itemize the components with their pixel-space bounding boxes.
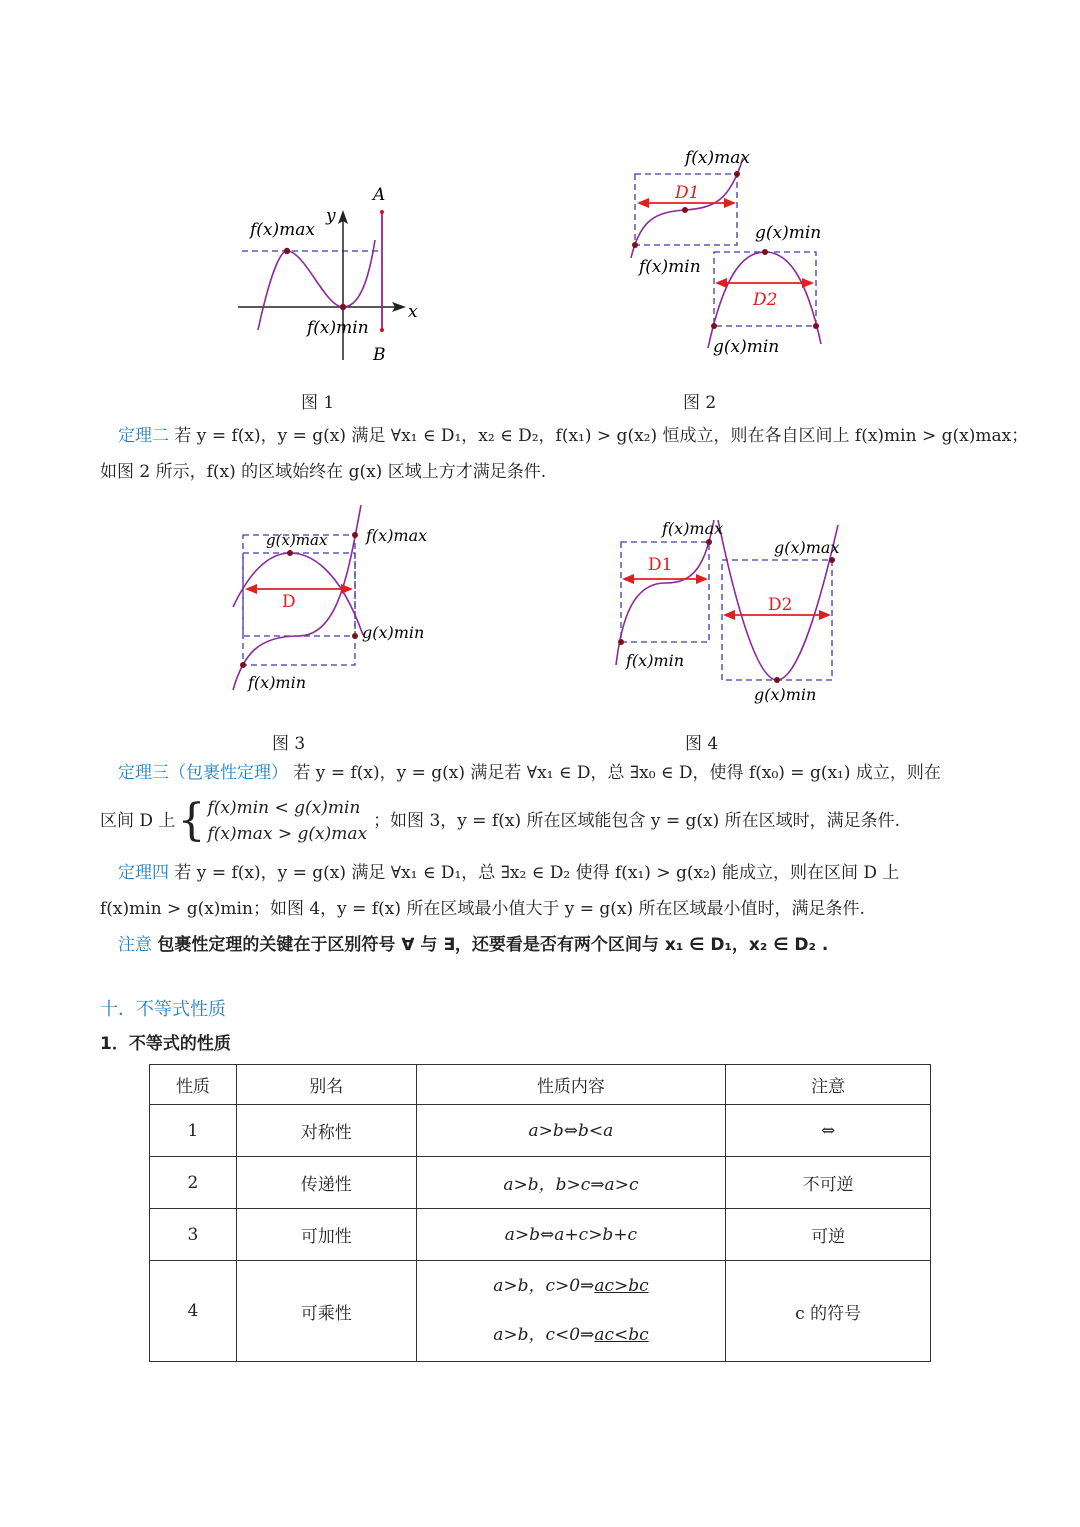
cell-alias: 可乘性 bbox=[236, 1261, 416, 1362]
content-pre-2: a>b，c<0⇒ bbox=[493, 1325, 595, 1345]
f-curve bbox=[258, 240, 375, 330]
fig2-gmin-top-label: g(x)min bbox=[755, 223, 822, 243]
g-min-point bbox=[352, 633, 358, 639]
figure-3-caption: 图 3 bbox=[272, 734, 306, 754]
brace: { bbox=[177, 795, 206, 846]
figure-4-caption: 图 4 bbox=[685, 734, 719, 754]
fmax-point bbox=[284, 248, 290, 254]
table-row bbox=[150, 1157, 931, 1209]
fig1-x-label: x bbox=[408, 302, 418, 322]
d-arrow-right bbox=[341, 584, 353, 594]
theorem-2-text-1: 若 y = f(x)，y = g(x) 满足 ∀x₁ ∈ D₁，x₂ ∈ D₂，f(x₁) > g(x₂) 恒成立，则在各自区间上 f(x)min > g(x)max； bbox=[174, 426, 1029, 446]
condition-system bbox=[207, 795, 367, 847]
d-arrow-left bbox=[245, 584, 257, 594]
header-cell: 别名 bbox=[236, 1065, 416, 1105]
fig3-gmin-label: g(x)min bbox=[362, 623, 425, 642]
note-line bbox=[100, 927, 990, 963]
figure-2-caption: 图 2 bbox=[683, 393, 717, 413]
cell-num: 1 bbox=[150, 1105, 237, 1157]
fig1-fmax-label: f(x)max bbox=[250, 220, 315, 240]
inequality-properties-table bbox=[149, 1064, 931, 1362]
d1-arrow-right bbox=[696, 574, 708, 584]
f-max-point bbox=[734, 171, 740, 177]
theorem-3-label: 定理三 bbox=[118, 763, 169, 783]
point-b-dot bbox=[380, 328, 384, 332]
theorem-4-line-1 bbox=[100, 855, 990, 891]
f-max-point bbox=[352, 532, 358, 538]
d2-arrow-right bbox=[802, 278, 814, 288]
g-max-point bbox=[829, 557, 835, 563]
theorem-4 bbox=[100, 855, 990, 963]
fmin-point bbox=[340, 304, 346, 310]
d2-arrow-left bbox=[715, 278, 727, 288]
cell-note: 不可逆 bbox=[726, 1157, 931, 1209]
theorem-3-sublabel: （包裹性定理） bbox=[169, 763, 288, 783]
fig4-d1-label: D1 bbox=[648, 555, 673, 575]
f-mid-point bbox=[682, 207, 688, 213]
figure-4 bbox=[610, 515, 850, 715]
content-line-2 bbox=[418, 1311, 725, 1360]
content-line-1 bbox=[418, 1262, 725, 1311]
fig4-fmin-label: f(x)min bbox=[626, 651, 685, 670]
table-row bbox=[150, 1105, 931, 1157]
cell-content: a>b，b>c⇒a>c bbox=[416, 1157, 726, 1209]
condition-1: f(x)min < g(x)min bbox=[207, 798, 361, 818]
d1-arrow-left bbox=[622, 574, 634, 584]
header-cell: 注意 bbox=[726, 1065, 931, 1105]
table-header-row bbox=[150, 1065, 931, 1105]
theorem-2 bbox=[100, 418, 1029, 490]
fig3-gmax-label: g(x)max bbox=[266, 531, 328, 549]
figure-1 bbox=[230, 180, 430, 370]
section-subtitle: 1．不等式的性质 bbox=[100, 1034, 231, 1054]
d1-arrow-left bbox=[637, 198, 649, 208]
fig1-y-label: y bbox=[326, 206, 336, 226]
header-cell: 性质 bbox=[150, 1065, 237, 1105]
theorem-3-suffix: ；如图 3，y = f(x) 所在区域能包含 y = g(x) 所在区域时，满足条件. bbox=[373, 811, 901, 831]
note-text: 包裹性定理的关键在于区别符号 ∀ 与 ∃，还要看是否有两个区间与 x₁ ∈ D₁，x₂ ∈ D₂ . bbox=[157, 935, 829, 955]
fig4-gmin-label: g(x)min bbox=[754, 685, 817, 704]
fig3-fmin-label: f(x)min bbox=[248, 673, 307, 692]
cell-num: 4 bbox=[150, 1261, 237, 1362]
g-min-top-point bbox=[762, 249, 768, 255]
d2-arrow-left bbox=[723, 610, 735, 620]
cell-content bbox=[416, 1261, 726, 1362]
cell-note: c 的符号 bbox=[726, 1261, 931, 1362]
f-max-point bbox=[706, 539, 712, 545]
figure-3 bbox=[228, 505, 428, 705]
g-max-point bbox=[287, 550, 293, 556]
theorem-3-line-1 bbox=[100, 755, 990, 791]
condition-2: f(x)max > g(x)max bbox=[207, 824, 368, 844]
fig1-a-label: A bbox=[373, 185, 386, 205]
fig1-b-label: B bbox=[373, 345, 386, 365]
cell-content: a>b⇔a+c>b+c bbox=[416, 1209, 726, 1261]
fig2-gmin-bottom-label: g(x)min bbox=[713, 337, 780, 357]
fig1-fmin-label: f(x)min bbox=[307, 318, 369, 338]
cell-num: 2 bbox=[150, 1157, 237, 1209]
f-min-point bbox=[240, 662, 246, 668]
f-min-point bbox=[632, 242, 638, 248]
theorem-2-label: 定理二 bbox=[118, 426, 169, 446]
inner-box bbox=[243, 553, 355, 636]
note-label: 注意 bbox=[118, 935, 152, 955]
content-pre-1: a>b，c>0⇒ bbox=[493, 1276, 595, 1296]
cell-alias: 可加性 bbox=[236, 1209, 416, 1261]
section-title: 十．不等式性质 bbox=[100, 999, 226, 1020]
theorem-4-label: 定理四 bbox=[118, 863, 169, 883]
cell-note: 可逆 bbox=[726, 1209, 931, 1261]
cell-note: ⇔ bbox=[726, 1105, 931, 1157]
theorem-4-text-1: 若 y = f(x)，y = g(x) 满足 ∀x₁ ∈ D₁，总 ∃x₂ ∈ D₂ 使得 f(x₁) > g(x₂) 能成立，则在区间 D 上 bbox=[174, 863, 900, 883]
theorem-2-text-2: 如图 2 所示，f(x) 的区域始终在 g(x) 区域上方才满足条件. bbox=[100, 462, 547, 482]
d2-box bbox=[714, 252, 816, 326]
f-min-point bbox=[618, 639, 624, 645]
fig2-d2-label: D2 bbox=[753, 290, 778, 310]
theorem-3-text-1: 若 y = f(x)，y = g(x) 满足若 ∀x₁ ∈ D，总 ∃x₀ ∈ D，使得 f(x₀) = g(x₁) 成立，则在 bbox=[293, 763, 941, 783]
cell-alias: 传递性 bbox=[236, 1157, 416, 1209]
fig2-fmin-label: f(x)min bbox=[639, 257, 701, 277]
content-ul-2: ac<bc bbox=[594, 1325, 649, 1345]
g-right-point bbox=[813, 323, 819, 329]
table-row bbox=[150, 1209, 931, 1261]
fig4-gmax-label: g(x)max bbox=[774, 538, 840, 557]
cell-content: a>b⇔b<a bbox=[416, 1105, 726, 1157]
fig4-d2-label: D2 bbox=[768, 595, 793, 615]
table-row bbox=[150, 1261, 931, 1362]
theorem-3 bbox=[100, 755, 990, 847]
theorem-2-line-1 bbox=[100, 418, 1029, 454]
d2-arrow-right bbox=[819, 610, 831, 620]
cell-alias: 对称性 bbox=[236, 1105, 416, 1157]
theorem-3-prefix: 区间 D 上 bbox=[100, 811, 176, 831]
fig3-fmax-label: f(x)max bbox=[366, 526, 428, 545]
g-parabola bbox=[233, 553, 363, 635]
g-left-point bbox=[711, 323, 717, 329]
fig2-fmax-label: f(x)max bbox=[685, 148, 750, 168]
content-ul-1: ac>bc bbox=[594, 1276, 649, 1296]
fig3-d-label: D bbox=[282, 592, 296, 612]
fig4-fmax-label: f(x)max bbox=[662, 519, 724, 538]
theorem-3-line-2 bbox=[100, 795, 990, 847]
fig2-d1-label: D1 bbox=[675, 183, 700, 203]
d2-box bbox=[722, 560, 832, 680]
figure-1-caption: 图 1 bbox=[301, 393, 335, 413]
d1-arrow-right bbox=[724, 198, 736, 208]
figure-2 bbox=[625, 140, 835, 365]
cell-num: 3 bbox=[150, 1209, 237, 1261]
point-a-dot bbox=[380, 210, 384, 214]
g-min-point bbox=[774, 677, 780, 683]
header-cell: 性质内容 bbox=[416, 1065, 726, 1105]
theorem-4-text-2: f(x)min > g(x)min；如图 4，y = f(x) 所在区域最小值大于 y = g(x) 所在区域最小值时，满足条件. bbox=[100, 899, 865, 919]
